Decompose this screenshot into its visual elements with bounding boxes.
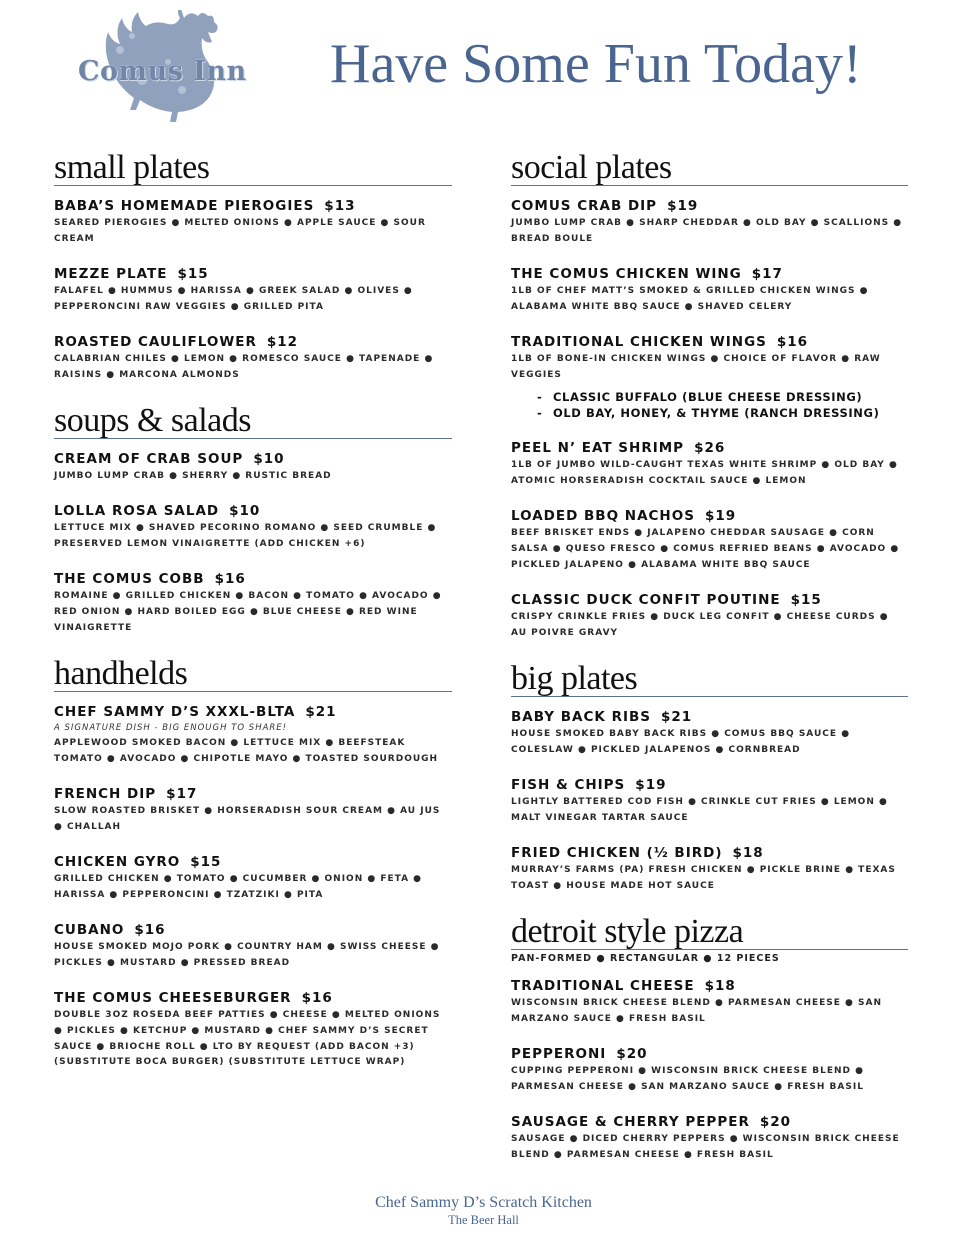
menu-item <box>511 1113 908 1163</box>
menu-item-description: GRILLED CHICKEN ● TOMATO ● CUCUMBER ● ONION ● FETA ● HARISSA ● PEPPERONCINI ● TZATZIKI ● PITA <box>54 874 423 900</box>
menu-item-price: $18 <box>704 978 736 994</box>
menu-item <box>54 989 452 1070</box>
menu-item <box>54 921 452 971</box>
menu-item-title <box>54 989 452 1007</box>
menu-item-substitutions: (SUBSTITUTE BOCA BURGER) (SUBSTITUTE LETTUCE WRAP) <box>54 1057 406 1067</box>
menu-item-title <box>511 708 908 726</box>
menu-item <box>511 333 908 421</box>
menu-item <box>54 703 452 767</box>
menu-item-description: CALABRIAN CHILES ● LEMON ● ROMESCO SAUCE ● TAPENADE ● RAISINS ● MARCONA ALMONDS <box>54 354 434 380</box>
menu-item-description: JUMBO LUMP CRAB ● SHARP CHEDDAR ● OLD BAY ● SCALLIONS ● BREAD BOULE <box>511 218 903 244</box>
menu-item-option: - OLD BAY, HONEY, & THYME (RANCH DRESSING) <box>537 405 908 421</box>
menu-item <box>511 708 908 758</box>
menu-item <box>511 844 908 894</box>
menu-item-title <box>54 703 452 721</box>
menu-item <box>511 1045 908 1095</box>
menu-item-name: MEZZE PLATE <box>54 266 168 282</box>
page-headline: Have Some Fun Today! <box>330 33 862 95</box>
menu-item-name: CHEF SAMMY D’S XXXL-BLTA <box>54 704 296 720</box>
menu-item-price: $17 <box>166 786 198 802</box>
menu-item-title <box>511 977 908 995</box>
menu-item-title <box>511 591 908 609</box>
section-note: PAN-FORMED ● RECTANGULAR ● 12 PIECES <box>511 953 780 964</box>
menu-item <box>54 785 452 835</box>
menu-item-description: WISCONSIN BRICK CHEESE BLEND ● PARMESAN CHEESE ● SAN MARZANO SAUCE ● FRESH BASIL <box>511 998 882 1024</box>
menu-item-title <box>54 502 452 520</box>
menu-item <box>54 853 452 903</box>
menu-item-title <box>511 507 908 525</box>
menu-item <box>511 439 908 489</box>
menu-item-name: THE COMUS COBB <box>54 571 205 587</box>
menu-item-description: MURRAY’S FARMS (PA) FRESH CHICKEN ● PICKLE BRINE ● TEXAS TOAST ● HOUSE MADE HOT SAUCE <box>511 865 896 891</box>
menu-item-description: SEARED PIEROGIES ● MELTED ONIONS ● APPLE SAUCE ● SOUR CREAM <box>54 218 426 244</box>
menu-item <box>54 333 452 383</box>
menu-item-options <box>537 389 908 421</box>
menu-item-price: $16 <box>214 571 246 587</box>
menu-item <box>511 265 908 315</box>
menu-item-price: $21 <box>661 709 693 725</box>
menu-item-name: BABY BACK RIBS <box>511 709 652 725</box>
menu-item-title <box>511 265 908 283</box>
footer-subtitle: The Beer Hall <box>448 1213 519 1227</box>
menu-item-description: DOUBLE 3OZ ROSEDA BEEF PATTIES ● CHEESE ● MELTED ONIONS ● PICKLES ● KETCHUP ● MUSTARD ● CHEF SAMMY D’S SECRET SAUCE ● BRIOCHE ROLL ● LTO BY REQUEST (ADD BACON +3) <box>54 1010 441 1052</box>
section-small-plates <box>54 148 452 383</box>
menu-item-title <box>511 1113 908 1131</box>
menu-item-name: THE COMUS CHEESEBURGER <box>54 990 292 1006</box>
menu-item-name: CUBANO <box>54 922 125 938</box>
menu-item-name: FRENCH DIP <box>54 786 157 802</box>
menu-item-description: CUPPING PEPPERONI ● WISCONSIN BRICK CHEESE BLEND ● PARMESAN CHEESE ● SAN MARZANO SAUCE ● FRESH BASIL <box>511 1066 864 1092</box>
menu-item-price: $15 <box>177 266 209 282</box>
menu-item-price: $12 <box>266 334 299 350</box>
section-heading: big plates <box>511 659 908 697</box>
menu-item-name: PEEL N’ EAT SHRIMP <box>511 440 685 456</box>
menu-item-price: $13 <box>324 198 356 214</box>
menu-item-price: $10 <box>253 451 285 467</box>
menu-item <box>54 265 452 315</box>
menu-item-description: LETTUCE MIX ● SHAVED PECORINO ROMANO ● SEED CRUMBLE ● PRESERVED LEMON VINAIGRETTE (ADD CHICKEN +6) <box>54 523 437 549</box>
menu-item-title <box>54 197 452 215</box>
menu-item-name: BABA’S HOMEMADE PIEROGIES <box>54 198 315 214</box>
menu-item-title <box>54 853 452 871</box>
section-handhelds <box>54 654 452 1070</box>
section-big-plates <box>511 659 908 894</box>
menu-item-name: THE COMUS CHICKEN WING <box>511 266 742 282</box>
menu-item-tagline: A SIGNATURE DISH - BIG ENOUGH TO SHARE! <box>54 723 288 733</box>
menu-item-title <box>54 265 452 283</box>
menu-item-title <box>54 921 452 939</box>
menu-item-price: $19 <box>635 777 667 793</box>
menu-item-description: APPLEWOOD SMOKED BACON ● LETTUCE MIX ● BEEFSTEAK TOMATO ● AVOCADO ● CHIPOTLE MAYO ● TOASTED SOURDOUGH <box>54 738 439 764</box>
section-heading: social plates <box>511 148 908 186</box>
menu-item-title <box>511 439 908 457</box>
menu-item-title <box>54 333 452 351</box>
menu-item <box>54 197 452 247</box>
section-detroit-pizza <box>511 912 908 1163</box>
menu-item <box>54 570 452 636</box>
menu-item-name: CREAM OF CRAB SOUP <box>54 451 244 467</box>
comus-inn-logo <box>72 10 247 122</box>
section-heading: soups & salads <box>54 401 452 439</box>
menu-item-name: TRADITIONAL CHEESE <box>511 978 695 994</box>
menu-item-description: HOUSE SMOKED MOJO PORK ● COUNTRY HAM ● SWISS CHEESE ● PICKLES ● MUSTARD ● PRESSED BREAD <box>54 942 440 968</box>
menu-item-price: $19 <box>667 198 699 214</box>
menu-item-name: COMUS CRAB DIP <box>511 198 658 214</box>
menu-item-price: $16 <box>776 334 809 350</box>
right-column <box>511 148 908 1181</box>
menu-item-price: $21 <box>305 704 337 720</box>
menu-item-description: 1LB OF JUMBO WILD-CAUGHT TEXAS WHITE SHRIMP ● OLD BAY ● ATOMIC HORSERADISH COCKTAIL SAUCE ● LEMON <box>511 460 898 486</box>
menu-item-price: $20 <box>616 1046 648 1062</box>
menu-item-title <box>511 1045 908 1063</box>
menu-item-name: ROASTED CAULIFLOWER <box>54 334 257 350</box>
menu-item-price: $19 <box>704 508 737 524</box>
page-footer <box>0 1194 967 1228</box>
section-heading: handhelds <box>54 654 452 692</box>
menu-item-title <box>511 844 908 862</box>
page-header <box>0 0 967 130</box>
menu-item-title <box>511 776 908 794</box>
menu-item-description: SLOW ROASTED BRISKET ● HORSERADISH SOUR CREAM ● AU JUS ● CHALLAH <box>54 806 441 832</box>
menu-item-title <box>54 785 452 803</box>
menu-item-title <box>54 450 452 468</box>
menu-item-price: $16 <box>301 990 333 1006</box>
section-heading: small plates <box>54 148 452 186</box>
menu-item-description: JUMBO LUMP CRAB ● SHERRY ● RUSTIC BREAD <box>54 471 332 481</box>
menu-item-name: FRIED CHICKEN (½ BIRD) <box>511 845 723 861</box>
menu-item-name: PEPPERONI <box>511 1046 607 1062</box>
menu-item-description: 1LB OF BONE-IN CHICKEN WINGS ● CHOICE OF FLAVOR ● RAW VEGGIES <box>511 354 881 380</box>
menu-item <box>511 977 908 1027</box>
menu-item-name: LOLLA ROSA SALAD <box>54 503 220 519</box>
menu-item-price: $18 <box>732 845 764 861</box>
menu-item <box>511 197 908 247</box>
menu-item-name: CLASSIC DUCK CONFIT POUTINE <box>511 592 781 608</box>
menu-item-price: $15 <box>190 854 222 870</box>
footer-title: Chef Sammy D’s Scratch Kitchen <box>375 1194 592 1211</box>
menu-item-description: FALAFEL ● HUMMUS ● HARISSA ● GREEK SALAD ● OLIVES ● PEPPERONCINI RAW VEGGIES ● GRILLED PITA <box>54 286 413 312</box>
left-column <box>54 148 452 1088</box>
menu-item-description: 1LB OF CHEF MATT’S SMOKED & GRILLED CHICKEN WINGS ● ALABAMA WHITE BBQ SAUCE ● SHAVED CELERY <box>511 286 869 312</box>
section-social-plates <box>511 148 908 641</box>
menu-item-name: LOADED BBQ NACHOS <box>511 508 695 524</box>
menu-item-title <box>511 333 908 351</box>
menu-item-option: - CLASSIC BUFFALO (BLUE CHEESE DRESSING) <box>537 389 908 405</box>
menu-item <box>511 591 908 641</box>
menu-item-description: CRISPY CRINKLE FRIES ● DUCK LEG CONFIT ● CHEESE CURDS ● AU POIVRE GRAVY <box>511 612 889 638</box>
menu-item-price: $17 <box>751 266 783 282</box>
menu-item-price: $20 <box>759 1114 792 1130</box>
menu-item-price: $16 <box>134 922 166 938</box>
menu-item <box>511 507 908 573</box>
menu-item-price: $26 <box>694 440 726 456</box>
menu-item-description: SAUSAGE ● DICED CHERRY PEPPERS ● WISCONSIN BRICK CHEESE BLEND ● PARMESAN CHEESE ● FRESH BASIL <box>511 1134 900 1160</box>
section-soups-salads <box>54 401 452 636</box>
menu-item-price: $15 <box>790 592 822 608</box>
menu-item-description: BEEF BRISKET ENDS ● JALAPENO CHEDDAR SAUSAGE ● CORN SALSA ● QUESO FRESCO ● COMUS REFRIED BEANS ● AVOCADO ● PICKLED JALAPENO ● ALABAMA WHITE BBQ SAUCE <box>511 528 900 570</box>
menu-item-description: ROMAINE ● GRILLED CHICKEN ● BACON ● TOMATO ● AVOCADO ● RED ONION ● HARD BOILED EGG ● BLUE CHEESE ● RED WINE VINAIGRETTE <box>54 591 442 633</box>
menu-item-price: $10 <box>229 503 261 519</box>
menu-item-title <box>54 570 452 588</box>
menu-item-description: HOUSE SMOKED BABY BACK RIBS ● COMUS BBQ SAUCE ● COLESLAW ● PICKLED JALAPENOS ● CORNBREAD <box>511 729 851 755</box>
menu-item-name: FISH & CHIPS <box>511 777 626 793</box>
menu-item-name: TRADITIONAL CHICKEN WINGS <box>511 334 767 350</box>
menu-item-title <box>511 197 908 215</box>
menu-item <box>54 502 452 552</box>
menu-item <box>54 450 452 484</box>
menu-item-name: CHICKEN GYRO <box>54 854 181 870</box>
logo-wordmark: Comus Inn <box>78 56 247 87</box>
menu-item-name: SAUSAGE & CHERRY PEPPER <box>511 1114 750 1130</box>
section-heading: detroit style pizza <box>511 912 908 950</box>
menu-item-description: LIGHTLY BATTERED COD FISH ● CRINKLE CUT FRIES ● LEMON ● MALT VINEGAR TARTAR SAUCE <box>511 797 888 823</box>
menu-item <box>511 776 908 826</box>
